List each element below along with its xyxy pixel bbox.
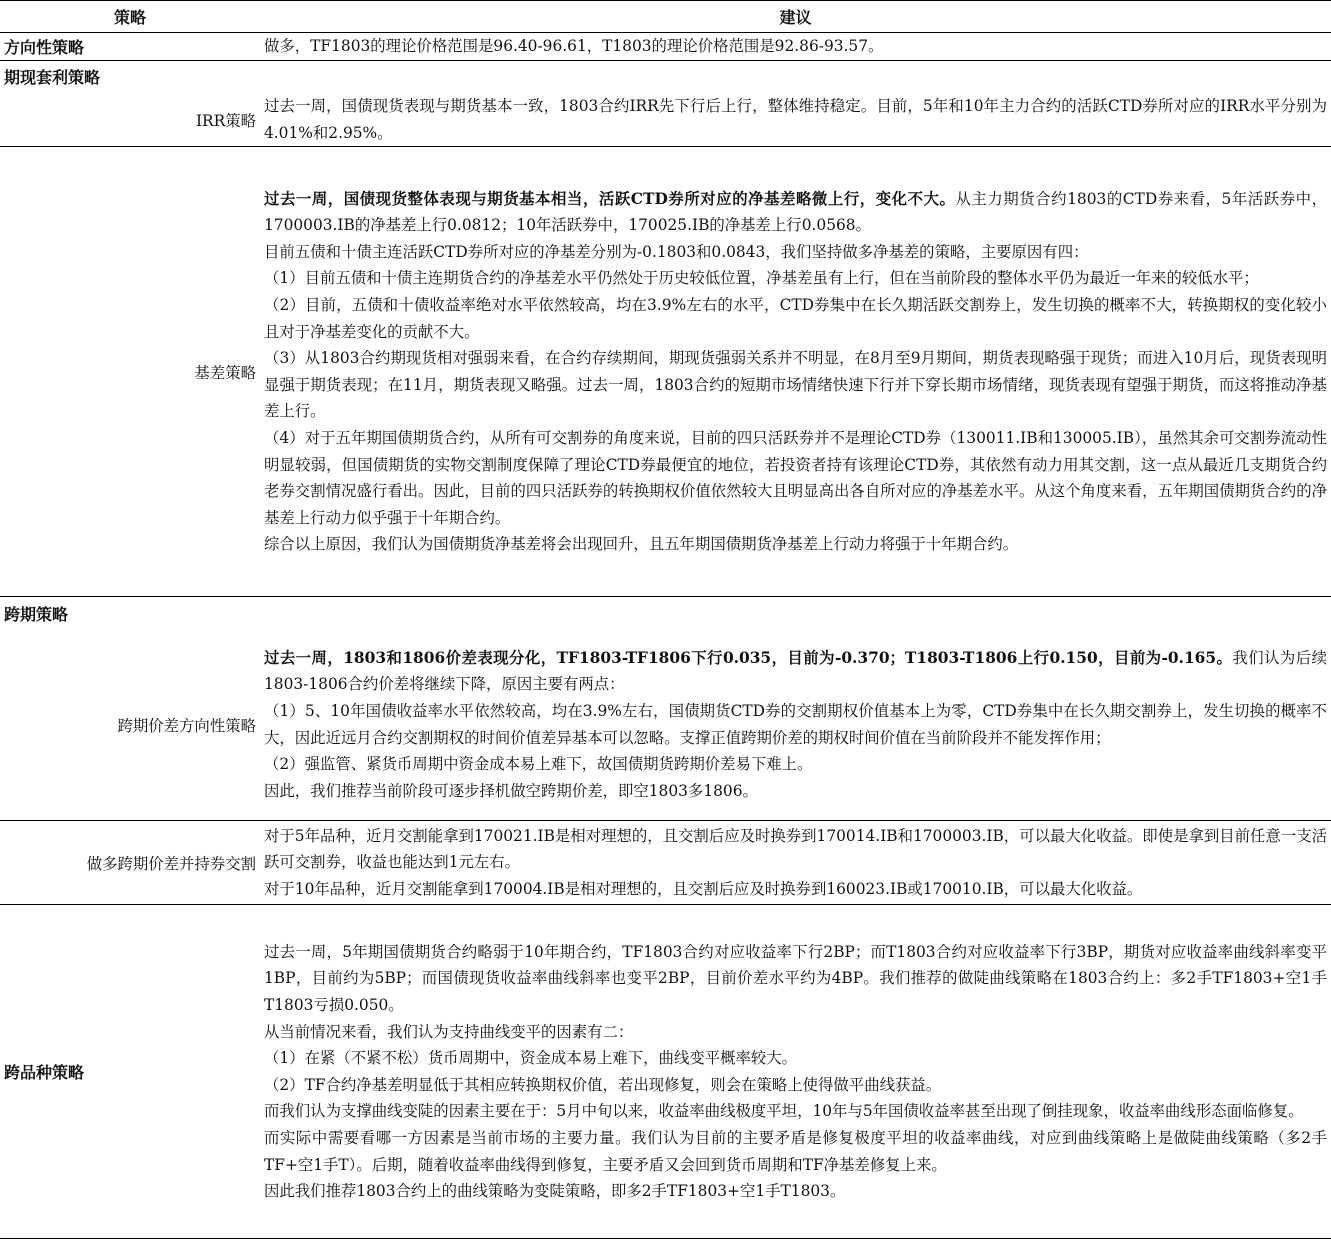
calendar-summary-rest: 我们认为后续1803-1806合约价差将继续下降，原因主要有两点：: [264, 648, 1327, 694]
basis-paragraph: 综合以上原因，我们认为国债期货净基差将会出现回升，且五年期国债期货净基差上行动力将强于十年期合约。: [264, 535, 1019, 554]
label-irr: IRR策略: [0, 93, 260, 147]
intercommodity-paragraph: 因此我们推荐1803合约上的曲线策略为变陡策略，即多2手TF1803+空1手T1803。: [264, 1182, 846, 1201]
row-arbitrage-title: [0, 60, 1331, 93]
label-calendar: 跨期策略: [4, 604, 69, 624]
calendar-summary-bold: 过去一周，1803和1806价差表现分化，TF1803-TF1806下行0.035，目前为-0.370；T1803-T1806上行0.150，目前为-0.165。: [264, 648, 1233, 667]
calendar-paragraph: （1）5、10年国债收益率水平依然较高，均在3.9%左右，国债期货CTD券的交割期权价值基本上为零，CTD券集中在长久期交割券上，发生切换的概率不大，因此近远月合约交割期权的时间价值差异基本可以忽略。支撑正值跨期价差的期权时间价值在当前阶段并不能发挥作用；: [264, 701, 1327, 747]
basis-summary-bold: 过去一周，国债现货整体表现与期货基本相当，活跃CTD券所对应的净基差略微上行，变化不大。: [264, 189, 956, 208]
basis-paragraph: （2）目前，五债和十债收益率绝对水平依然较高，均在3.9%左右的水平，CTD券集中在长久期活跃交割券上，发生切换的概率不大，转换期权的变化较小且对于净基差变化的贡献不大。: [264, 296, 1327, 341]
row-calendar-delivery: [0, 821, 1331, 905]
row-directional: [0, 33, 1331, 61]
text-irr: 过去一周，国债现货表现与期货基本一致，1803合约IRR先下行后上行，整体维持稳定。目前，5年和10年主力合约的活跃CTD券所对应的IRR水平分别为4.01%和2.95%。: [260, 93, 1331, 147]
intercommodity-paragraph: 而实际中需要看哪一方因素是当前市场的主要力量。我们认为目前的主要矛盾是修复极度平坦的收益率曲线，对应到曲线策略上是做陡曲线策略（多2手TF+空1手T）。后期，随着收益率曲线得到修复，主要矛盾又会回到货币周期和TF净基差修复上来。: [264, 1128, 1327, 1174]
label-arbitrage: 期现套利策略: [4, 68, 101, 88]
text-calendar-direction: [260, 629, 1331, 821]
delivery-paragraph: 对于5年品种，近月交割能拿到170021.IB是相对理想的，且交割后应及时换券到170014.IB和1700003.IB，可以最大化收益。即使是拿到目前任意一支活跃可交割券，收益也能达到1元左右。: [264, 826, 1327, 872]
text-directional: 做多，TF1803的理论价格范围是96.40-96.61，T1803的理论价格范围是92.86-93.57。: [260, 33, 1331, 61]
label-directional: 方向性策略: [0, 33, 260, 61]
basis-paragraph: 目前五债和十债主连活跃CTD券所对应的净基差分别为-0.1803和0.0843，我们坚持做多净基差的策略，主要原因有四：: [264, 242, 1089, 261]
header-suggestion: 建议: [260, 1, 1331, 33]
text-intercommodity: [260, 905, 1331, 1239]
label-calendar-direction: 跨期价差方向性策略: [0, 629, 260, 821]
basis-paragraph: （1）目前五债和十债主连期货合约的净基差水平仍然处于历史较低位置，净基差虽有上行，但在当前阶段的整体水平仍为最近一年来的较低水平；: [264, 269, 1259, 288]
intercommodity-paragraph: 过去一周，5年期国债期货合约略弱于10年期合约，TF1803合约对应收益率下行2BP；而T1803合约对应收益率下行3BP，期货对应收益率曲线斜率变平1BP，目前约为5BP；而国债现货收益率曲线斜率也变平2BP，目前价差水平约为4BP。我们推荐的做陡曲线策略在1803合约上：多2手TF1803+空1手T1803亏损0.050。: [264, 942, 1327, 1014]
label-intercommodity: 跨品种策略: [0, 905, 260, 1239]
calendar-paragraph: （2）强监管、紧货币周期中资金成本易上难下，故国债期货跨期价差易下难上。: [264, 755, 813, 774]
basis-summary-rest: 从主力期货合约1803的CTD券来看，5年活跃券中，1700003.IB的净基差上行0.0812；10年活跃券中，170025.IB的净基差上行0.0568。: [264, 189, 1327, 235]
text-basis: [260, 147, 1331, 597]
row-calendar-direction: [0, 629, 1331, 821]
basis-paragraph: （3）从1803合约期现货相对强弱来看，在合约存续期间，期现货强弱关系并不明显，在8月至9月期间，期货表现略强于现货；而进入10月后，现货表现明显强于期货表现；在11月，期货表现又略强。过去一周，1803合约的短期市场情绪快速下行并下穿长期市场情绪，现货表现有望强于期货，而这将推动净基差上行。: [264, 349, 1327, 421]
intercommodity-paragraph: 从当前情况来看，我们认为支持曲线变平的因素有二：: [264, 1022, 634, 1041]
row-intercommodity: [0, 905, 1331, 1239]
label-calendar-delivery: 做多跨期价差并持券交割: [0, 821, 260, 905]
header-strategy: 策略: [0, 1, 260, 33]
intercommodity-paragraph: 而我们认为支撑曲线变陡的因素主要在于：5月中旬以来，收益率曲线极度平坦，10年与5年国债收益率甚至出现了倒挂现象，收益率曲线形态面临修复。: [264, 1102, 1304, 1121]
delivery-paragraph: 对于10年品种，近月交割能拿到170004.IB是相对理想的，且交割后应及时换券到160023.IB或170010.IB，可以最大化收益。: [264, 880, 1143, 899]
table-header-row: [0, 1, 1331, 33]
label-basis: 基差策略: [0, 147, 260, 597]
row-basis: [0, 147, 1331, 597]
row-calendar-title: [0, 597, 1331, 629]
intercommodity-paragraph: （2）TF合约净基差明显低于其相应转换期权价值，若出现修复，则会在策略上使得做平曲线获益。: [264, 1075, 942, 1094]
basis-paragraph: （4）对于五年期国债期货合约，从所有可交割券的角度来说，目前的四只活跃券并不是理论CTD券（130011.IB和130005.IB），虽然其余可交割券流动性明显较弱，但国债期货的实物交割制度保障了理论CTD券最便宜的地位，若投资者持有该理论CTD券，其依然有动力用其交割，这一点从最近几支期货合约老券交割情况盛行看出。因此，目前的四只活跃券的转换期权价值依然较大且明显高出各自所对应的净基差水平。从这个角度来看，五年期国债期货合约的净基差上行动力似乎强于十年期合约。: [264, 428, 1327, 527]
intercommodity-paragraph: （1）在紧（不紧不松）货币周期中，资金成本易上难下，曲线变平概率较大。: [264, 1049, 798, 1068]
row-irr: [0, 93, 1331, 147]
calendar-paragraph: 因此，我们推荐当前阶段可逐步择机做空跨期价差，即空1803多1806。: [264, 781, 758, 800]
text-calendar-delivery: [260, 821, 1331, 905]
